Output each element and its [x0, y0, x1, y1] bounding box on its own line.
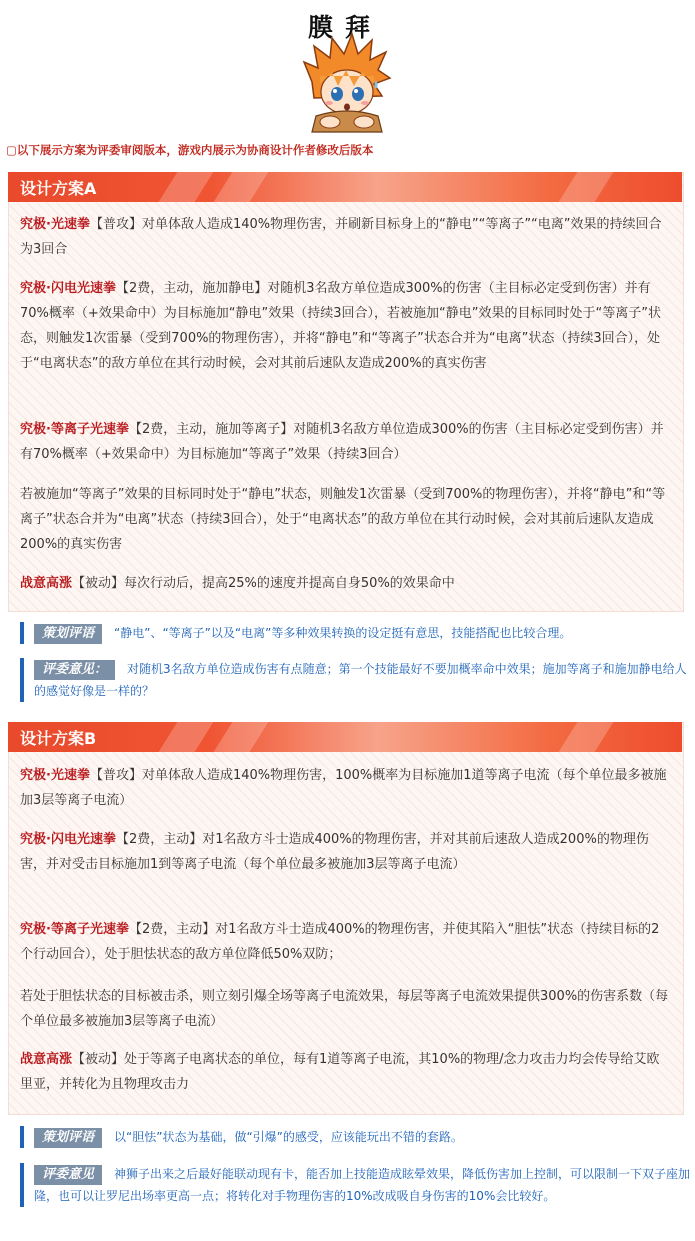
chibi-character-sticker — [302, 32, 392, 136]
plan-a-skill-3-extra — [20, 482, 672, 557]
plan-b-skill-3 — [20, 917, 672, 967]
planner-comment-text: 以“胆怯”状态为基础，做“引爆”的感受，应该能玩出不错的套路。 — [114, 1130, 463, 1144]
plan-b-planner-comment — [20, 1126, 695, 1148]
skill-description: 若处于胆怯状态的目标被击杀，则立刻引爆全场等离子电流效果，每层等离子电流效果提供300%的伤害系数（每个单位最多被施加3层等离子电流） — [20, 989, 669, 1029]
plan-b-skill-2 — [20, 827, 672, 877]
planner-comment-tag: 策划评语 — [34, 1128, 102, 1148]
plan-a-planner-comment — [20, 622, 695, 644]
planner-comment-text: “静电”、“等离子”以及“电离”等多种效果转换的设定挺有意思，技能搭配也比较合理。 — [114, 626, 572, 640]
plan-a-skill-4 — [20, 571, 672, 596]
skill-description: 【2费，主动，施加静电】对随机3名敌方单位造成300%的伤害（主目标必定受到伤害）并有70%概率（+效果命中）为目标施加“静电”效果（持续3回合），若被施加“静电”效果的目标同时处于“等离子”状态，则触发1次雷暴（受到700%的物理伤害），并将“静电”和“等离子”状态合并为“电离”状态（持续3回合），处于“电离状态”的敌方单位在其行动时候，会对其前后速队友造成200%的真实伤害 — [20, 281, 661, 371]
skill-description: 【被动】每次行动后，提高25%的速度并提高自身50%的效果命中 — [72, 576, 455, 591]
judge-opinion-text: 神狮子出来之后最好能联动现有卡，能否加上技能造成眩晕效果，降低伤害加上控制，可以限制一下双子座加隆，也可以让罗尼出场率更高一点；将转化对手物理伤害的10%改成吸自身伤害的10%会比较好。 — [34, 1167, 691, 1203]
plan-a-title: 设计方案A — [20, 179, 97, 198]
skill-name: 战意高涨 — [20, 1052, 73, 1067]
plan-a-header — [8, 172, 682, 202]
skill-name: 究极·闪电光速拳 — [20, 281, 116, 296]
plan-b-skill-1 — [20, 763, 672, 813]
skill-name: 究极·光速拳 — [20, 217, 90, 232]
skill-description: 【普攻】对单体敌人造成140%物理伤害，100%概率为目标施加1道等离子电流（每个单位最多被施加3层等离子电流） — [20, 768, 667, 808]
plan-b-skill-4 — [20, 1047, 672, 1097]
plan-b-header — [8, 722, 682, 752]
skill-name: 究极·等离子光速拳 — [20, 922, 129, 937]
skill-description: 【被动】处于等离子电离状态的单位，每有1道等离子电流，其10%的物理/念力攻击力均会传导给艾欧里亚，并转化为且物理攻击力 — [20, 1052, 660, 1092]
page-header — [0, 0, 695, 140]
planner-comment-tag: 策划评语 — [34, 624, 102, 644]
judge-opinion-tag: 评委意见： — [34, 660, 115, 680]
skill-name: 究极·闪电光速拳 — [20, 832, 116, 847]
plan-b-title: 设计方案B — [20, 729, 97, 748]
plan-a-skill-3 — [20, 417, 672, 467]
review-version-notice: ▢以下展示方案为评委审阅版本，游戏内展示为协商设计作者修改后版本 — [6, 143, 374, 157]
plan-a-skill-2 — [20, 276, 672, 376]
skill-description: 【2费，主动】对1名敌方斗士造成400%的物理伤害，并使其陷入“胆怯”状态（持续目标的2个行动回合），处于胆怯状态的敌方单位降低50%双防； — [20, 922, 660, 962]
skill-description: 若被施加“等离子”效果的目标同时处于“静电”状态，则触发1次雷暴（受到700%的物理伤害），并将“静电”和“等离子”状态合并为“电离”状态（持续3回合），处于“电离状态”的敌方单位在其行动时候，会对其前后速队友造成200%的真实伤害 — [20, 487, 666, 552]
judge-opinion-tag: 评委意见 — [34, 1165, 102, 1185]
plan-a-judge-opinion — [20, 658, 695, 702]
skill-name: 战意高涨 — [20, 576, 73, 591]
plan-b-skill-3-extra — [20, 984, 672, 1034]
plan-b-judge-opinion — [20, 1163, 695, 1207]
mobai-title: 膜拜 — [307, 13, 382, 42]
skill-description: 【普攻】对单体敌人造成140%物理伤害，并刷新目标身上的“静电”“等离子”“电离”效果的持续回合为3回合 — [20, 217, 662, 257]
skill-name: 究极·等离子光速拳 — [20, 422, 129, 437]
skill-description: 【2费，主动】对1名敌方斗士造成400%的物理伤害，并对其前后速敌人造成200%的物理伤害，并对受击目标施加1到等离子电流（每个单位最多被施加3层等离子电流） — [20, 832, 649, 872]
plan-a-skill-1 — [20, 212, 672, 262]
skill-description: 【2费，主动，施加等离子】对随机3名敌方单位造成300%的伤害（主目标必定受到伤害）并有70%概率（+效果命中）为目标施加“等离子”效果（持续3回合） — [20, 422, 664, 462]
judge-opinion-text: 对随机3名敌方单位造成伤害有点随意；第一个技能最好不要加概率命中效果；施加等离子和施加静电给人的感觉好像是一样的？ — [34, 662, 687, 698]
skill-name: 究极·光速拳 — [20, 768, 90, 783]
